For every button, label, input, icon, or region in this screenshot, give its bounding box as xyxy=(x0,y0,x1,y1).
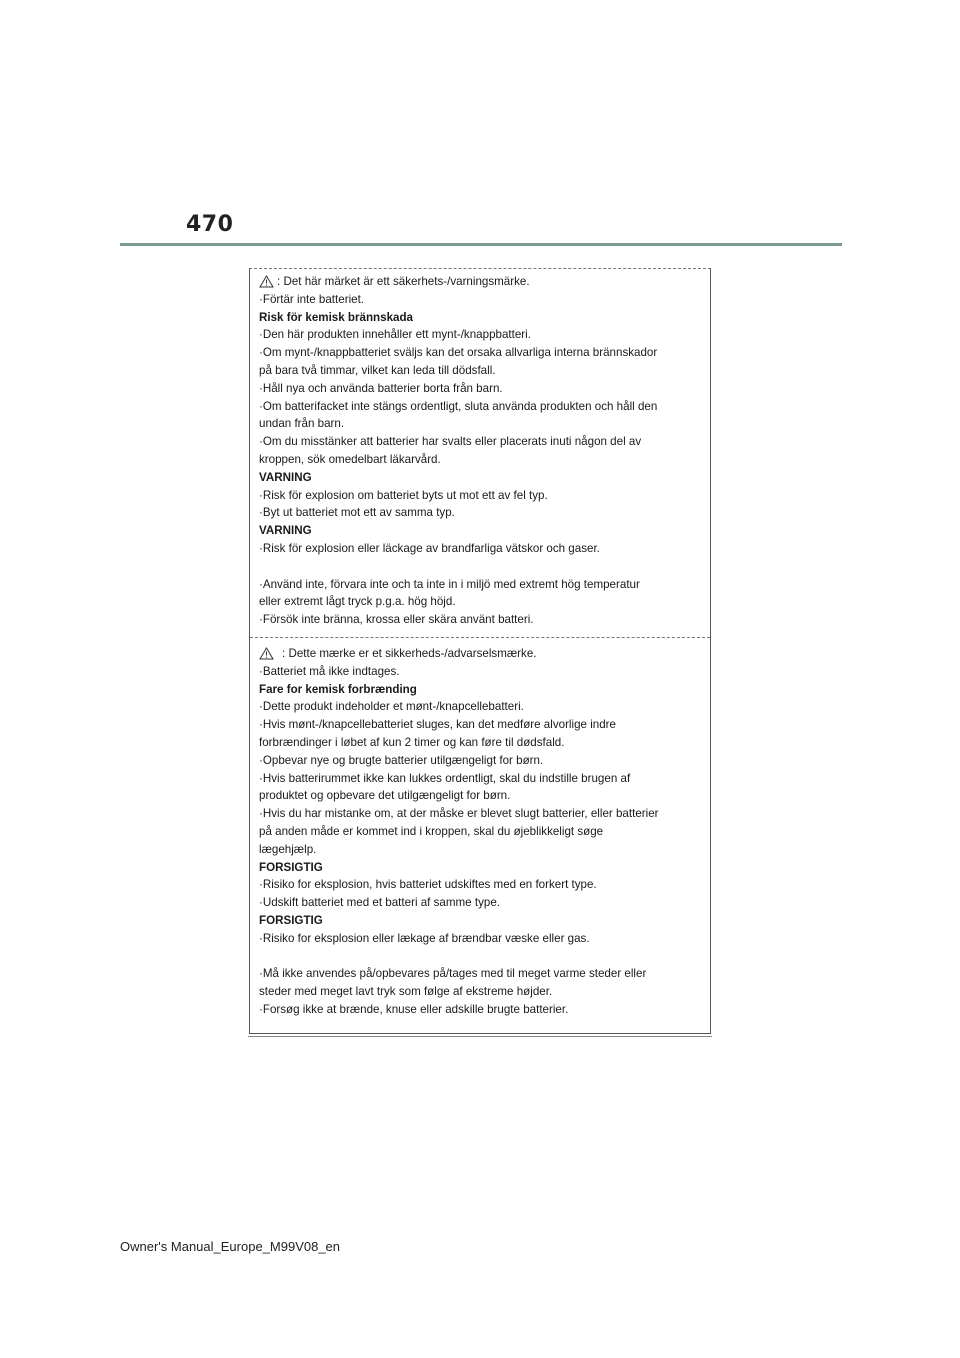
manual-footer: Owner's Manual_Europe_M99V08_en xyxy=(120,1239,341,1254)
text-line: ·Må ikke anvendes på/opbevares på/tages med til meget varme steder eller xyxy=(259,967,647,981)
text-line: kroppen, sök omedelbart läkarvård. xyxy=(259,452,441,466)
section-divider xyxy=(250,637,710,638)
text-line: ·Udskift batteriet med et batteri af samme type. xyxy=(259,896,500,910)
text-line: på bara två timmar, vilket kan leda till dödsfall. xyxy=(259,363,496,377)
page-number: 470 xyxy=(186,212,234,237)
text-line: ·Om mynt-/knappbatteriet sväljs kan det orsaka allvarliga interna brännskador xyxy=(259,346,658,360)
text-line: ·Risk för explosion eller läckage av brandfarliga vätskor och gaser. xyxy=(259,541,600,555)
text-line: ·Om batterifacket inte stängs ordentligt, sluta använda produkten och håll den xyxy=(259,399,658,413)
text-line: ·Opbevar nye og brugte batterier utilgængeligt for børn. xyxy=(259,753,544,767)
text-line: på anden måde er kommet ind i kroppen, skal du øjeblikkeligt søge xyxy=(259,824,604,838)
text-line: undan från barn. xyxy=(259,417,345,431)
text-line: steder med meget lavt tryk som følge af ekstreme højder. xyxy=(259,985,553,999)
text-line: ·Hvis mønt-/knapcellebatteriet sluges, kan det medføre alvorlige indre xyxy=(259,718,616,732)
header-rule xyxy=(120,243,842,246)
warning-triangle-icon xyxy=(259,647,274,660)
text-line: ·Risiko for eksplosion eller lækage af brændbar væske eller gas. xyxy=(259,931,590,945)
text-line: ·Batteriet må ikke indtages. xyxy=(259,664,400,678)
heading-line: VARNING xyxy=(259,524,312,538)
text-line: ·Håll nya och använda batterier borta från barn. xyxy=(259,381,503,395)
danish-symbol-text: : Dette mærke er et sikkerheds-/advarselsmærke. xyxy=(282,647,537,660)
text-line: forbrændinger i løbet af kun 2 timer og kan føre til dødsfald. xyxy=(259,735,565,749)
swedish-warning-section xyxy=(259,273,704,629)
text-line: ·Använd inte, förvara inte och ta inte in i miljö med extremt hög temperatur xyxy=(259,577,640,591)
text-line: ·Dette produkt indeholder et mønt-/knapcellebatteri. xyxy=(259,700,524,714)
text-line: ·Om du misstänker att batterier har svalts eller placerats inuti någon del av xyxy=(259,435,642,449)
danish-symbol-note xyxy=(259,645,704,663)
text-line: ·Hvis du har mistanke om, at der måske er blevet slugt batterier, eller batterier xyxy=(259,807,659,821)
warning-triangle-icon xyxy=(259,275,274,288)
heading-line: Fare for kemisk forbrænding xyxy=(259,682,417,696)
blank-line xyxy=(259,948,704,966)
text-line: ·Byt ut batteriet mot ett av samma typ. xyxy=(259,506,455,520)
text-line: ·Hvis batterirummet ikke kan lukkes ordentligt, skal du indstille brugen af xyxy=(259,771,631,785)
heading-line: Risk för kemisk brännskada xyxy=(259,310,414,324)
text-line: ·Risk för explosion om batteriet byts ut mot ett av fel typ. xyxy=(259,488,548,502)
swedish-symbol-note xyxy=(259,273,704,291)
battery-warning-notice xyxy=(249,268,711,1034)
danish-warning-section xyxy=(259,645,704,1019)
text-line: ·Forsøg ikke at brænde, knuse eller adskille brugte batterier. xyxy=(259,1002,569,1016)
swedish-symbol-text: : Det här märket är ett säkerhets-/varningsmärke. xyxy=(277,275,530,288)
heading-line: FORSIGTIG xyxy=(259,913,323,927)
text-line: ·Den här produkten innehåller ett mynt-/knappbatteri. xyxy=(259,328,531,342)
heading-line: FORSIGTIG xyxy=(259,860,323,874)
text-line: ·Risiko for eksplosion, hvis batteriet udskiftes med en forkert type. xyxy=(259,878,597,892)
text-line: eller extremt lågt tryck p.g.a. hög höjd. xyxy=(259,595,456,609)
text-line: lægehjælp. xyxy=(259,842,317,856)
text-line: ·Försök inte bränna, krossa eller skära använt batteri. xyxy=(259,613,534,627)
text-line: ·Förtär inte batteriet. xyxy=(259,292,365,306)
text-line: produktet og opbevare det utilgængeligt for børn. xyxy=(259,789,511,803)
heading-line: VARNING xyxy=(259,470,312,484)
blank-line xyxy=(259,558,704,576)
